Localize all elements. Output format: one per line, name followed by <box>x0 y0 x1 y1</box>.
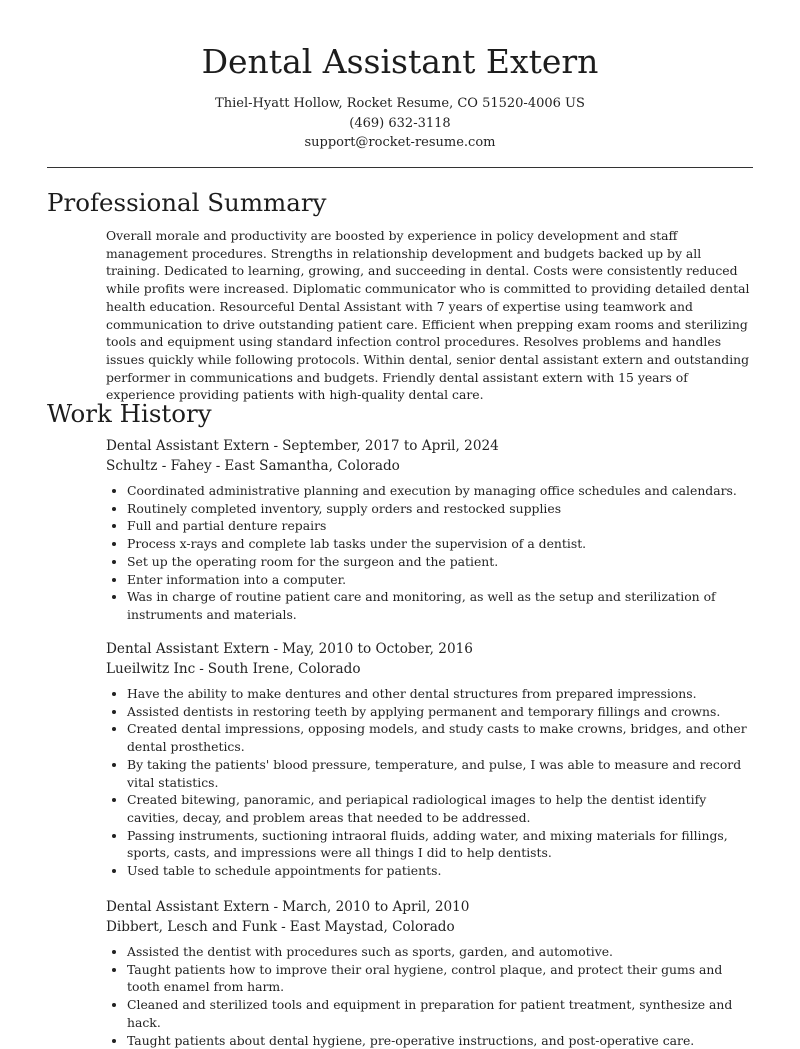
job-employer <box>106 660 754 680</box>
job-bullet: • Set up the operating room for the surgeon and the patient. <box>127 553 754 571</box>
job-company: Dibbert, Lesch and Funk <box>106 918 278 935</box>
job-bullet: • Have the ability to make dentures and other dental structures from prepared impressions. <box>127 685 754 703</box>
contact-block <box>0 94 800 153</box>
job-location: South Irene, Colorado <box>207 660 361 677</box>
job-heading <box>106 640 754 660</box>
section-title-summary: Professional Summary <box>47 188 327 217</box>
job-company: Lueilwitz Inc <box>106 660 196 677</box>
job-entry <box>106 640 754 880</box>
header-divider <box>47 167 753 168</box>
job-title: Dental Assistant Extern <box>106 438 270 454</box>
job-bullets <box>106 943 754 1049</box>
job-location: East Samantha, Colorado <box>224 457 400 474</box>
separator: - <box>273 438 279 454</box>
summary-text: Overall morale and productivity are boosted by experience in policy development and staff management procedures. Strengths in relationship development and budgets backed up by all training. Dedicated to learning, growing, and succeeding in dental. Costs were consistently reduced while profits were increased. Diplomatic communicator who is committed to providing detailed dental health education. Resourceful Dental Assistant with 7 years of expertise using teamwork and communication to drive outstanding patient care. Efficient when prepping exam rooms and sterilizing tools and equipment using standard infection control procedures. Resolves problems and handles issues quickly while following protocols. Within dental, senior dental assistant extern and outstanding performer in communications and budgets. Friendly dental assistant extern with 15 years of experience providing patients with high-quality dental care. <box>106 228 750 403</box>
separator: - <box>273 899 279 915</box>
separator: - <box>215 457 221 474</box>
resume-name: Dental Assistant Extern <box>201 42 599 81</box>
job-bullet: • Was in charge of routine patient care and monitoring, as well as the setup and sterilization of instruments and materials. <box>127 588 754 623</box>
job-bullet: • Used table to schedule appointments for patients. <box>127 862 754 880</box>
job-bullet: • Enter information into a computer. <box>127 571 754 589</box>
job-bullet: • Process x-rays and complete lab tasks under the supervision of a dentist. <box>127 535 754 553</box>
job-bullet: • Taught patients about dental hygiene, pre-operative instructions, and post-operative care. <box>127 1032 754 1049</box>
job-employer <box>106 457 754 477</box>
job-heading <box>106 898 754 918</box>
job-heading <box>106 437 754 457</box>
job-bullet: • Full and partial denture repairs <box>127 517 754 535</box>
job-bullet: • Passing instruments, suctioning intraoral fluids, adding water, and mixing materials for fillings, sports, casts, and impressions were all things I did to help dentists. <box>127 827 754 862</box>
contact-address: Thiel-Hyatt Hollow, Rocket Resume, CO 51520-4006 US <box>215 96 585 111</box>
job-employer <box>106 918 754 938</box>
job-bullet: • Created dental impressions, opposing models, and study casts to make crowns, bridges, and other dental prosthetics. <box>127 720 754 755</box>
job-bullet: • Coordinated administrative planning and execution by managing office schedules and calendars. <box>127 482 754 500</box>
job-dates: September, 2017 to April, 2024 <box>282 438 499 454</box>
job-bullet: • Routinely completed inventory, supply orders and restocked supplies <box>127 500 754 518</box>
job-bullet: • Taught patients how to improve their oral hygiene, control plaque, and protect their gums and tooth enamel from harm. <box>127 961 754 996</box>
job-entry <box>106 437 754 624</box>
job-entry <box>106 898 754 1049</box>
job-bullets <box>106 685 754 880</box>
job-bullets <box>106 482 754 624</box>
job-company: Schultz - Fahey <box>106 457 212 474</box>
job-bullet: • Cleaned and sterilized tools and equipment in preparation for patient treatment, synthesize and hack. <box>127 996 754 1031</box>
separator: - <box>273 641 279 657</box>
job-dates: May, 2010 to October, 2016 <box>282 641 473 657</box>
contact-email: support@rocket-resume.com <box>304 135 496 150</box>
separator: - <box>281 918 286 935</box>
job-title: Dental Assistant Extern <box>106 899 270 915</box>
separator: - <box>199 660 204 677</box>
section-title-work-history: Work History <box>47 399 212 428</box>
job-bullet: • By taking the patients' blood pressure, temperature, and pulse, I was able to measure and record vital statistics. <box>127 756 754 791</box>
job-bullet: • Created bitewing, panoramic, and periapical radiological images to help the dentist identify cavities, decay, and problem areas that needed to be addressed. <box>127 791 754 826</box>
job-dates: March, 2010 to April, 2010 <box>282 899 470 915</box>
contact-phone: (469) 632-3118 <box>349 115 451 131</box>
job-title: Dental Assistant Extern <box>106 641 270 657</box>
job-location: East Maystad, Colorado <box>289 918 455 935</box>
job-bullet: • Assisted the dentist with procedures such as sports, garden, and automotive. <box>127 943 754 961</box>
job-bullet: • Assisted dentists in restoring teeth by applying permanent and temporary fillings and crowns. <box>127 703 754 721</box>
